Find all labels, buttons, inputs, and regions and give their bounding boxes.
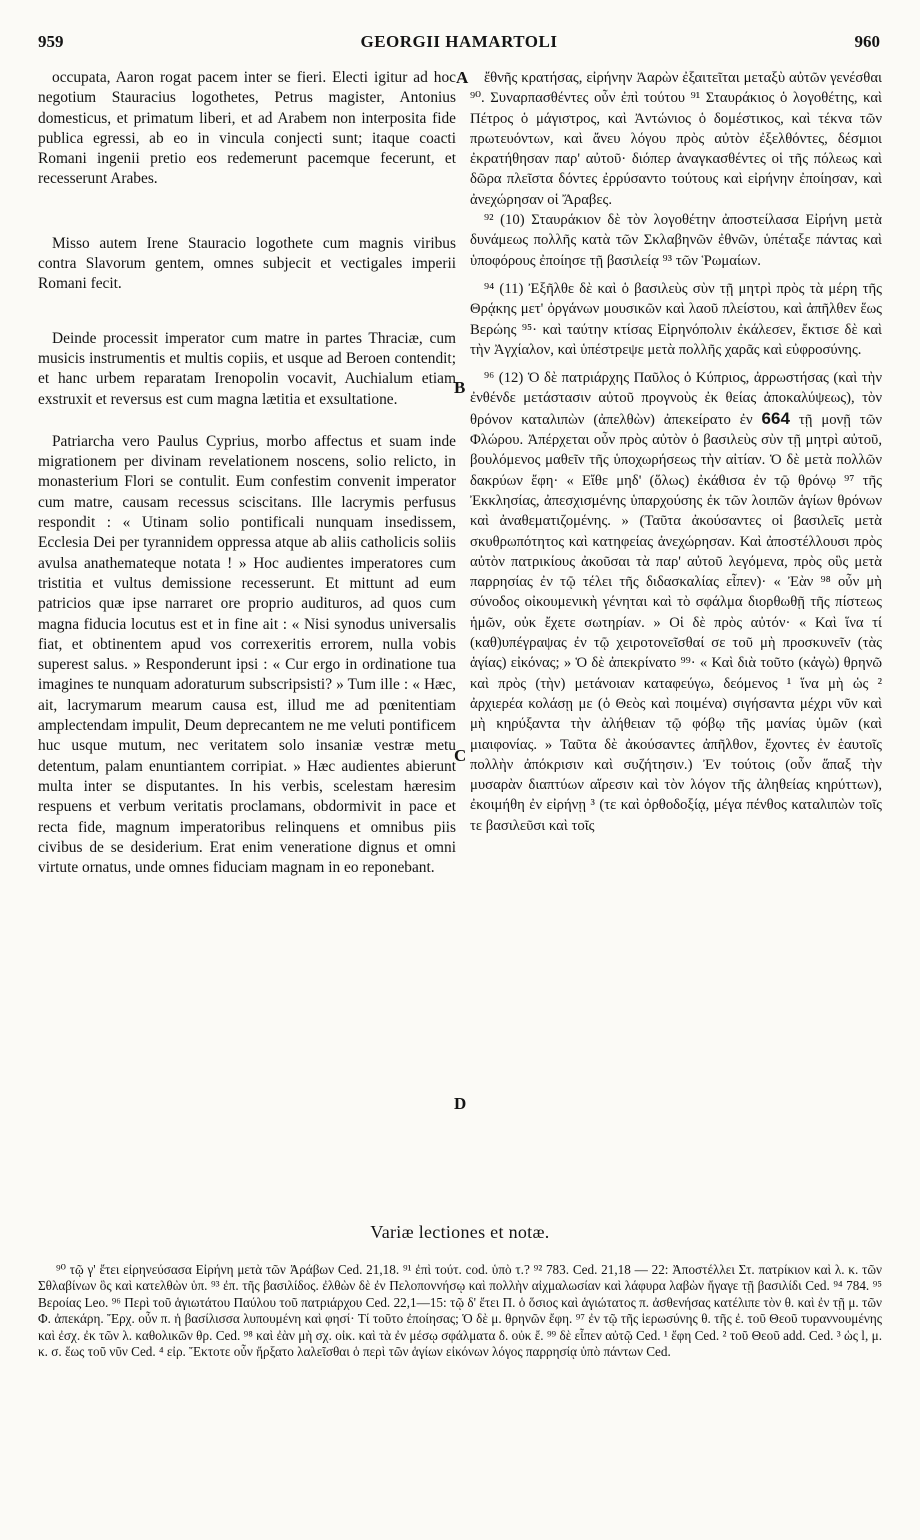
latin-paragraph-2: Misso autem Irene Stauracio logothete cum magnis viribus contra Slavorum gentem, omnes subjecit et vectigales imperii Romani fecit. [38,234,456,293]
left-page-number: 959 [38,32,64,51]
latin-paragraph-4: Patriarcha vero Paulus Cyprius, morbo affectus et suam inde migrationem per divinam revelationem noscens, solio relicto, in monasterium Flori se contulit. Eum confestim convenit imperator cum matre, causam recessus sciscitans. Ille lacrymis perfusus respondit : « Utinam solio pontificali nunquam insedissem, Ecclesia Dei per tyrannidem oppressa atque ab aliis catholicis soliis avulsa anathemateque notata ! » Hoc audientes imperatores cum tristitia et vultus demissione recesserunt. Et mittunt ad eum patricios quæ ipse narraret ore proprio audituros, ad quos cum magna fiducia locutus est et in fine ait : « Nisi synodus universalis fiat, et obtinentem apud vos correxeritis errorem, nulla vobis superest salus. » Responderunt ipsi : « Cur ergo in ordinatione tua imagines te nunquam adoraturum subscripsisti? » Tum ille : « Hæc, ait, lacrymarum mearum causa est, illud me ad pœnitentiam amplectendam impulit, Deum deprecantem ne me veluti pontificem huc usque mutum, nec veritatem solo insaniæ vestræ metu detentum, palam enuntiantem corripiat. » Hæc audientes abierunt multa inter se disputantes. In his verbis, scelestam hæresim respuens et verbum veritatis proclamans, obdormivit in pace et recta fide, magnum imperatoribus relinquens et omnibus piis civibus de se desiderium. Erat enim veneratione dignus et omni virtute ornatus, unde omnes fiduciam magnam in eo reponebant. [38,432,456,877]
greek-paragraph-2: ⁹² (10) Σταυράκιον δὲ τὸν λογοθέτην ἀποστείλασα Εἰρήνη μετὰ δυνάμεως πολλῆς κατὰ τῶν Σκλαβηνῶν ἐθνῶν, ὑπέταξε πάντας καὶ ὑποφόρους ἐποίησε τῇ βασιλείᾳ ⁹³ τῶν Ῥωμαίων. [470,212,882,269]
greek-paragraph-4 [470,368,882,836]
greek-paragraph-3: ⁹⁴ (11) Ἐξῆλθε δὲ καὶ ὁ βασιλεὺς σὺν τῇ μητρὶ πρὸς τὰ μέρη τῆς Θρᾴκης μετ' ὀργάνων μουσικῶν καὶ λαοῦ πλείστου, καὶ ἀπῆλθεν ἕως Βερώης ⁹⁵· καὶ ταύτην κτίσας Εἰρηνόπολιν ἐκάλεσεν, ἔκτισε δὲ καὶ τὴν Ἀγχίαλον, καὶ ὑπέστρεψε μετὰ πολλῆς χαρᾶς καὶ εὐφροσύνης. [470,280,882,358]
right-page-number: 960 [854,32,880,51]
notes-text: ⁹⁰ τῷ γ' ἔτει εἰρηνεύσασα Εἰρήνη μετὰ τῶν Ἀράβων Ced. 21,18. ⁹¹ ἐπὶ τούτ. cod. ὑπὸ τ.? ⁹² 783. Ced. 21,18 — 22: Ἀποστέλλει Στ. πατρίκιον καὶ λ. κ. τῶν Σθλαβίνων ὃς καὶ κατελθὼν ὑπ. ⁹³ ἐπ. τῆς βασιλίδος. ἐλθὼν δὲ ἐν Πελοποννήσῳ καὶ πολλὴν αἰχμαλωσίαν καὶ λάφυρα λαβὼν ἤγαγε τῇ βασιλίδι Ced. ⁹⁴ 784. ⁹⁵ Βεροίας Leo. ⁹⁶ Περὶ τοῦ ἁγιωτάτου Παύλου τοῦ πατριάρχου Ced. 22,1—15: τῷ δ' ἔτει Π. ὁ ὅσιος καὶ ἁγιώτατος π. ἀσθενήσας κατέλιπε τὸν θ. καὶ ἐν τῇ μ. τῶν Φ. ἀπεκάρη. Ἔρχ. οὖν π. ἡ βασίλισσα λυπουμένη καὶ φησί· Τί τοῦτο ἐποίησας; Ὁ δὲ μ. θρηνῶν ἔφη. ⁹⁷ ἐν τῷ τῆς ἱερωσύνης θ. τῆς ἐ. τοῦ Θεοῦ τυραννουμένης καὶ ἐσχ. ἐκ τῶν λ. καθολικῶν θρ. Ced. ⁹⁸ καὶ ἐὰν μὴ σχ. οἰκ. καὶ τὰ ἐν μέσῳ σφάλματα δ. οὐκ ἔ. ⁹⁹ δὲ εἶπεν αὐτῷ Ced. ¹ ἔφη Ced. ² τοῦ Θεοῦ add. Ced. ³ ὡς l, μ. κ. σ. ἕως τοῦ νῦν Ced. ⁴ εἰρ. Ἔκτοτε οὖν ἤρξατο λαλεῖσθαι ὁ περὶ τῶν ἁγίων εἰκόνων λόγος παρρησίᾳ ὑπὸ πάντων Ced. [38,1262,882,1360]
section-marker-d: D [454,1094,467,1113]
greek-paragraph-4-rest: τῇ μονῇ τῶν Φλώρου. Ἀπέρχεται οὖν πρὸς αὐτὸν ὁ βασιλεὺς σὺν τῇ μητρὶ αὐτοῦ, βουλόμενος μαθεῖν τῆς ὑποχωρήσεως τὴν αἰτίαν. Ὁ δὲ μετὰ πολλῶν δακρύων ἔφη· « Εἴθε μηδ' (ὅλως) ἐκάθισα ἐν τῷ θρόνῳ ⁹⁷ τῆς Ἐκκλησίας, ἀπεσχισμένης ὑπαρχούσης ἐκ τῶν λοιπῶν ἁγίων θρόνων καὶ ἀναθεματιζομένης. » (Ταῦτα ἀκούσαντες οἱ βασιλεῖς μετὰ σκυθρωπότητος καὶ κατηφείας ἀνεχώρησαν. Καὶ ἀποστέλλουσι πρὸς αὐτὸν πατρικίους ἀκοῦσαι τὰ παρ' αὐτοῦ λεγόμενα, πρὸς οὓς μετὰ παρρησίας ἐν τῷ τέλει τῆς διδασκαλίας εἶπεν)· « Ἐὰν ⁹⁸ οὖν μὴ σύνοδος οἰκουμενικὴ γένηται καὶ τὸ σφάλμα διορθωθῇ τῆς πίστεως ἡμῶν, οὐκ ἔχετε σωτηρίαν. » Οἱ δὲ πρὸς αὐτόν· « Καὶ ἵνα τί (καθ)υπέγραψας ἐν τῷ χειροτονεῖσθαί σε τοῦ μὴ προσκυνεῖν (τὰς ἁγίας) εἰκόνας; » Ὁ δὲ ἀπεκρίνατο ⁹⁹· « Καὶ διὰ τοῦτο (κἀγὼ) θρηνῶ καὶ πρὸς (τὴν) μετάνοιαν καταφεύγω, δεόμενος ¹ ἵνα μὴ ὡς ² ἀρχιερέα κολάσῃ με (ὁ Θεὸς καὶ ποιμένα) σιγήσαντα μέχρι νῦν καὶ μὴ κηρύξαντα τὴν ἀλήθειαν τῷ φόβῳ τῆς μανίας ὑμῶν (καὶ μιαιφονίας. » Ταῦτα δὲ ἀκούσαντες ἀπῆλθον, ἔχοντες ἐν ἑαυτοῖς πολλὴν ἀπόκρισιν καὶ συζήτησιν.) Ἐν τούτοις (οὖν ἅπαξ τὴν μυσαρὰν διαπτύων αἵρεσιν καὶ τὸν λόγον τῆς ἀληθείας κηρύττων), ἐκοιμήθη ἐν εἰρήνῃ ³ (τε καὶ ὀρθοδοξίᾳ, μέγα πένθος καταλιπὼν τοῖς τε βασιλεῦσι καὶ τοῖς [470,411,883,834]
page-header [38,32,880,56]
marginal-page-number: 664 [761,408,790,428]
greek-paragraph-4-start: ⁹⁶ (12) Ὁ δὲ πατριάρχης Παῦλος ὁ Κύπριος, ἀρρωστήσας (καὶ τὴν ἐνθένδε μετάστασιν αὐτοῦ προγνοὺς ἐκ θείας ἀποκαλύψεως), τὸν θρόνον καταλιπὼν (ἀπελθὼν) ἀπεκείρατο ἐν [470,370,882,428]
greek-column [470,68,882,836]
variant-readings-notes [38,1262,882,1360]
latin-paragraph-3: Deinde processit imperator cum matre in partes Thraciæ, cum musicis instrumentis et multis copiis, et usque ad Beroen contendit; et hanc urbem reparatam Irenopolin vocavit, Auchialum etiam exstruxit et reversus est cum magna lætitia et exsultatione. [38,329,456,408]
section-marker-c: C [454,746,467,765]
running-title: GEORGII HAMARTOLI [360,32,558,51]
section-marker-a: A [456,68,469,87]
section-marker-b: B [454,378,466,397]
greek-paragraph-1: ἔθνῆς κρατήσας, εἰρήνην Ἀαρὼν ἐξαιτεῖται μεταξὺ αὐτῶν γενέσθαι ⁹⁰. Συναρπασθέντες οὖν ἐπὶ τούτου ⁹¹ Σταυράκιος ὁ λογοθέτης, καὶ Πέτρος ὁ μάγιστρος, καὶ Ἀντώνιος ὁ δομέστικος, καὶ τέκνα τῶν πρωτευόντων, καὶ ἄνευ λόγου πρὸς αὐτὸν ἐξελθόντες, δέσμιοι ἐκρατήθησαν παρ' αὐτοῦ· διόπερ ἀναγκασθέντες οἱ τῆς πόλεως καὶ δῶρα πλεῖστα δόντες ἐρρύσαντο τούτους καὶ εἰρήνην ἐποίησαν, καὶ ἀνεχώρησαν οἱ Ἄραβες. [470,70,882,208]
latin-paragraph-1: occupata, Aaron rogat pacem inter se fieri. Electi igitur ad hoc negotium Stauracius logothetes, Petrus magister, Antonius domesticus, et primatum liberi, et ad Arabem non interposita fide publica egressi, ab eo in vincula conjecti sunt; itaque coacti Romani ingenii pretio eos redemerunt pacemque fecerunt, et recesserunt Arabes. [38,69,456,188]
latin-column [38,68,456,878]
notes-heading: Variæ lectiones et notæ. [370,1222,550,1242]
